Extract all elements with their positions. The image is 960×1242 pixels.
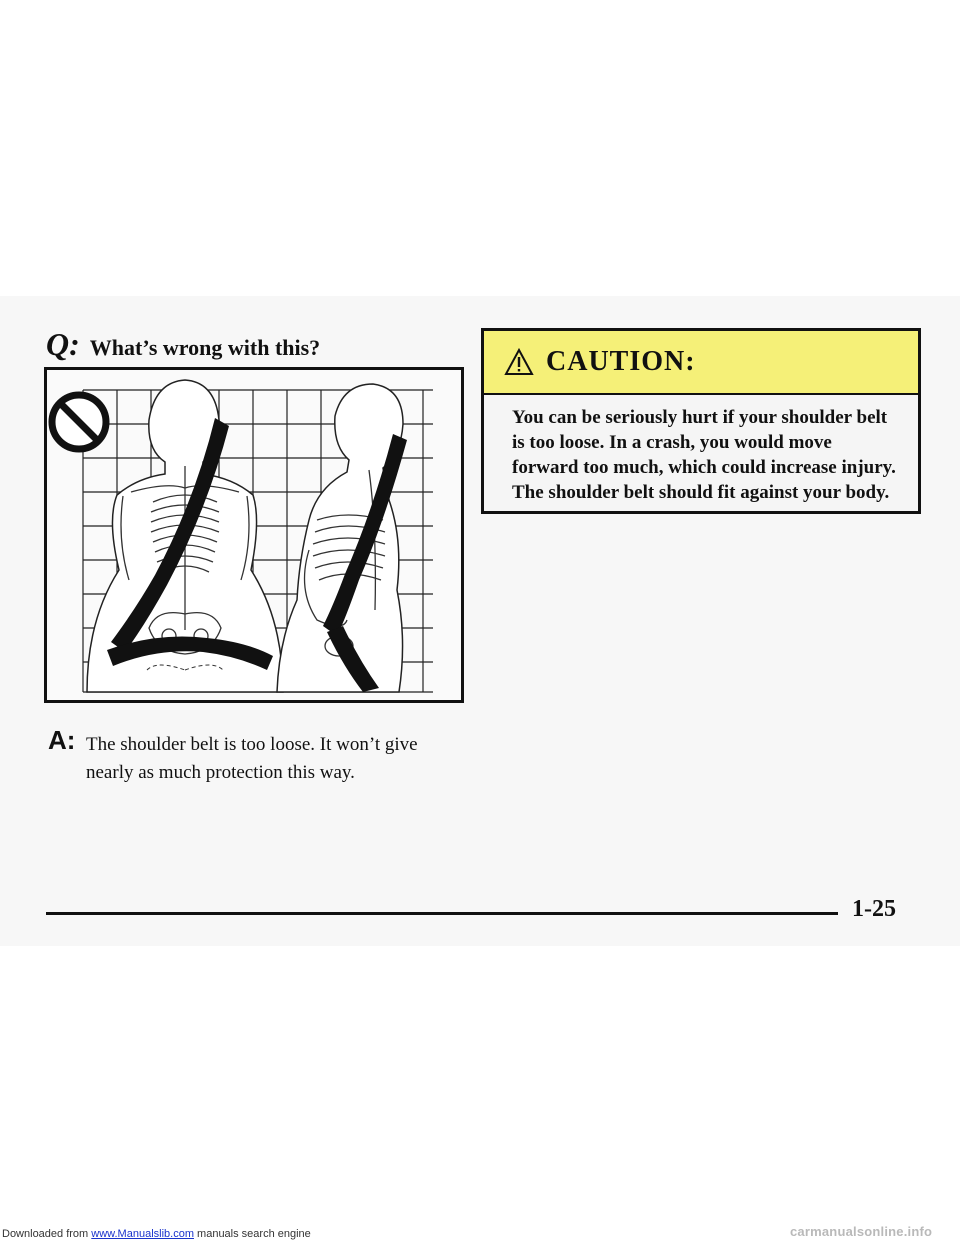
answer-letter: A: [48, 725, 76, 755]
prohibited-icon [52, 395, 106, 449]
watermark: carmanualsonline.info [790, 1224, 933, 1239]
download-note [2, 1228, 311, 1240]
footer-rule [46, 912, 838, 915]
page-bottom-margin [0, 946, 960, 1242]
question-text: What’s wrong with this? [89, 335, 321, 360]
question [46, 326, 320, 363]
download-note-prefix: Downloaded from [2, 1228, 92, 1240]
question-letter: Q: [46, 326, 80, 362]
page-number: 1-25 [852, 896, 896, 922]
page-top-margin [0, 0, 960, 296]
caution-header [484, 331, 918, 395]
caution-text: You can be seriously hurt if your shoulder belt is too loose. In a crash, you would move forward too much, which could increase injury. The shoulder belt should fit against your body. [512, 407, 896, 503]
manualslib-link[interactable]: www.Manualslib.com [91, 1228, 194, 1240]
answer [48, 725, 468, 787]
caution-box [481, 328, 921, 514]
skeleton-belt-drawing [47, 370, 461, 700]
warning-triangle-icon [504, 348, 534, 376]
download-note-suffix: manuals search engine [193, 1228, 311, 1240]
answer-text: The shoulder belt is too loose. It won’t give nearly as much protection this way. [86, 734, 418, 783]
seatbelt-illustration [44, 367, 464, 703]
caution-title: CAUTION: [546, 346, 696, 377]
